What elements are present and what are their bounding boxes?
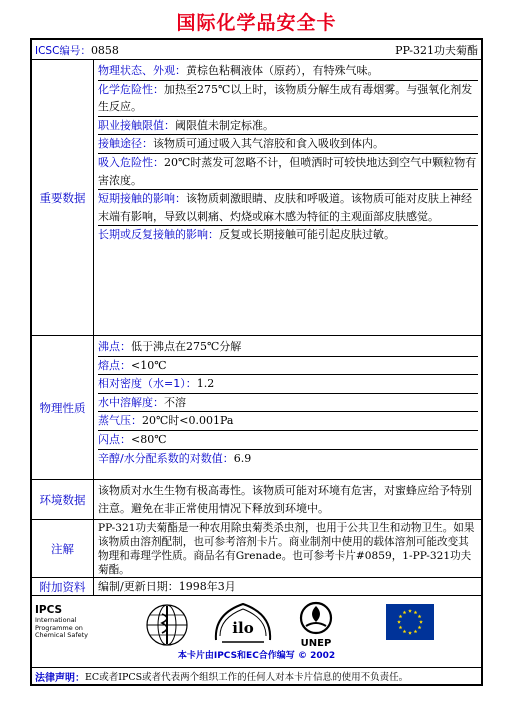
eu-flag-icon <box>386 604 434 640</box>
important-item <box>98 81 478 117</box>
unep-label: UNEP <box>300 638 332 649</box>
important-item-text: 该物质刺激眼睛、皮肤和呼吸道。该物质可能对皮肤上神经末端有影响，导致以刺痛、灼烧或麻木感为特征的主观面部皮肤感觉。 <box>98 192 472 223</box>
physical-item-text: 20℃时<0.001Pa <box>142 414 234 428</box>
environment-label: 环境数据 <box>32 480 94 519</box>
environment-section <box>32 480 481 520</box>
physical-item-key: 闪点： <box>98 432 131 446</box>
physical-item <box>98 394 478 413</box>
ilo-logo-icon <box>212 600 274 648</box>
notes-text: PP-321功夫菊酯是一种农用除虫菊类杀虫剂，也用于公共卫生和动物卫生。如果该物质由溶剂配制，也可参考溶剂卡片。商业制剂中使用的载体溶剂可能改变其物理和毒理学性质。商品名有Grenade。也可参考卡片#0859，1-PP-321功夫菊酯。 <box>98 522 475 576</box>
physical-item <box>98 412 478 431</box>
important-item-key: 化学危险性： <box>98 82 164 96</box>
physical-properties-section <box>32 336 481 480</box>
important-item-key: 职业接触限值： <box>98 118 175 132</box>
safety-card <box>30 38 483 686</box>
legal-row <box>32 668 481 684</box>
legal-disclaimer: 法律声明： EC或者IPCS或者代表两个组织工作的任何人对本卡片信息的使用不负责任。 <box>35 672 409 684</box>
physical-item-key: 蒸气压： <box>98 414 142 428</box>
physical-item-key: 水中溶解度： <box>98 395 164 409</box>
logos-row <box>32 596 481 668</box>
important-item-text: 20℃时蒸发可忽略不计，但喷洒时可较快地达到空气中颗粒物有害浓度。 <box>98 155 477 187</box>
important-item-key: 接触途径： <box>98 137 153 151</box>
physical-item <box>98 338 478 357</box>
physical-item-text: 低于沸点在275℃分解 <box>131 340 242 353</box>
physical-item <box>98 431 478 450</box>
physical-item-text: 1.2 <box>196 377 215 391</box>
important-item <box>98 226 478 244</box>
header-row <box>32 40 481 60</box>
ipcs-logo: IPCS International Programme on Chemical Safety <box>35 604 89 639</box>
important-data-label: 重要数据 <box>32 60 94 335</box>
substance-name: PP-321功夫菊酯 <box>395 44 478 57</box>
credit-line: 本卡片由IPCS和EC合作编写 © 2002 <box>177 651 336 661</box>
physical-properties-label: 物理性质 <box>32 336 94 479</box>
important-item-text: 反复或长期接触可能引起皮肤过敏。 <box>219 228 395 242</box>
important-item-text: 阈限值未制定标准。 <box>175 118 274 132</box>
important-item-key: 短期接触的影响： <box>98 192 186 206</box>
physical-item-text: 不溶 <box>164 395 186 409</box>
physical-item-key: 沸点： <box>98 340 131 353</box>
unep-emblem-icon <box>294 600 338 640</box>
physical-item-text: 6.9 <box>233 451 252 465</box>
important-item <box>98 62 478 81</box>
important-item <box>98 117 478 136</box>
physical-item-text: <10℃ <box>131 358 167 372</box>
icsc-id: ICSC编号：0858 <box>35 43 119 57</box>
important-item-text: 加热至275℃以上时，该物质分解生成有毒烟雾。与强氧化剂发生反应。 <box>98 82 473 114</box>
environment-text: 该物质对水生生物有极高毒性。该物质可能对环境有危害，对蜜蜂应给予特别注意。避免在非正常使用情况下释放到环境中。 <box>98 484 472 515</box>
additional-label: 附加资料 <box>32 578 94 595</box>
important-item-key: 物理状态、外观： <box>98 64 186 77</box>
important-item <box>98 135 478 154</box>
page-title: 国际化学品安全卡 <box>176 12 337 34</box>
important-data-section <box>32 60 481 336</box>
additional-section <box>32 578 481 596</box>
who-emblem-icon <box>144 602 190 648</box>
additional-text: 编制/更新日期：1998年3月 <box>98 580 236 593</box>
physical-item <box>98 375 478 394</box>
physical-item <box>98 357 478 376</box>
important-item <box>98 154 478 190</box>
important-item-text: 黄棕色粘稠液体（原药），有特殊气味。 <box>186 64 379 77</box>
physical-item-text: <80℃ <box>131 432 167 446</box>
physical-item <box>98 450 478 468</box>
notes-label: 注解 <box>32 520 94 577</box>
important-item-text: 该物质可通过吸入其气溶胶和食入吸收到体内。 <box>153 137 384 151</box>
important-item <box>98 190 478 226</box>
physical-item-key: 相对密度（水=1）： <box>98 377 197 391</box>
physical-item-key: 辛醇/水分配系数的对数值： <box>98 451 234 465</box>
physical-properties-content <box>95 336 481 479</box>
physical-item-key: 熔点： <box>98 358 131 372</box>
notes-section <box>32 520 481 578</box>
important-item-key: 吸入危险性： <box>98 155 164 169</box>
important-data-content <box>95 60 481 335</box>
important-item-key: 长期或反复接触的影响： <box>98 228 219 242</box>
svg-text:ilo: ilo <box>232 619 254 637</box>
